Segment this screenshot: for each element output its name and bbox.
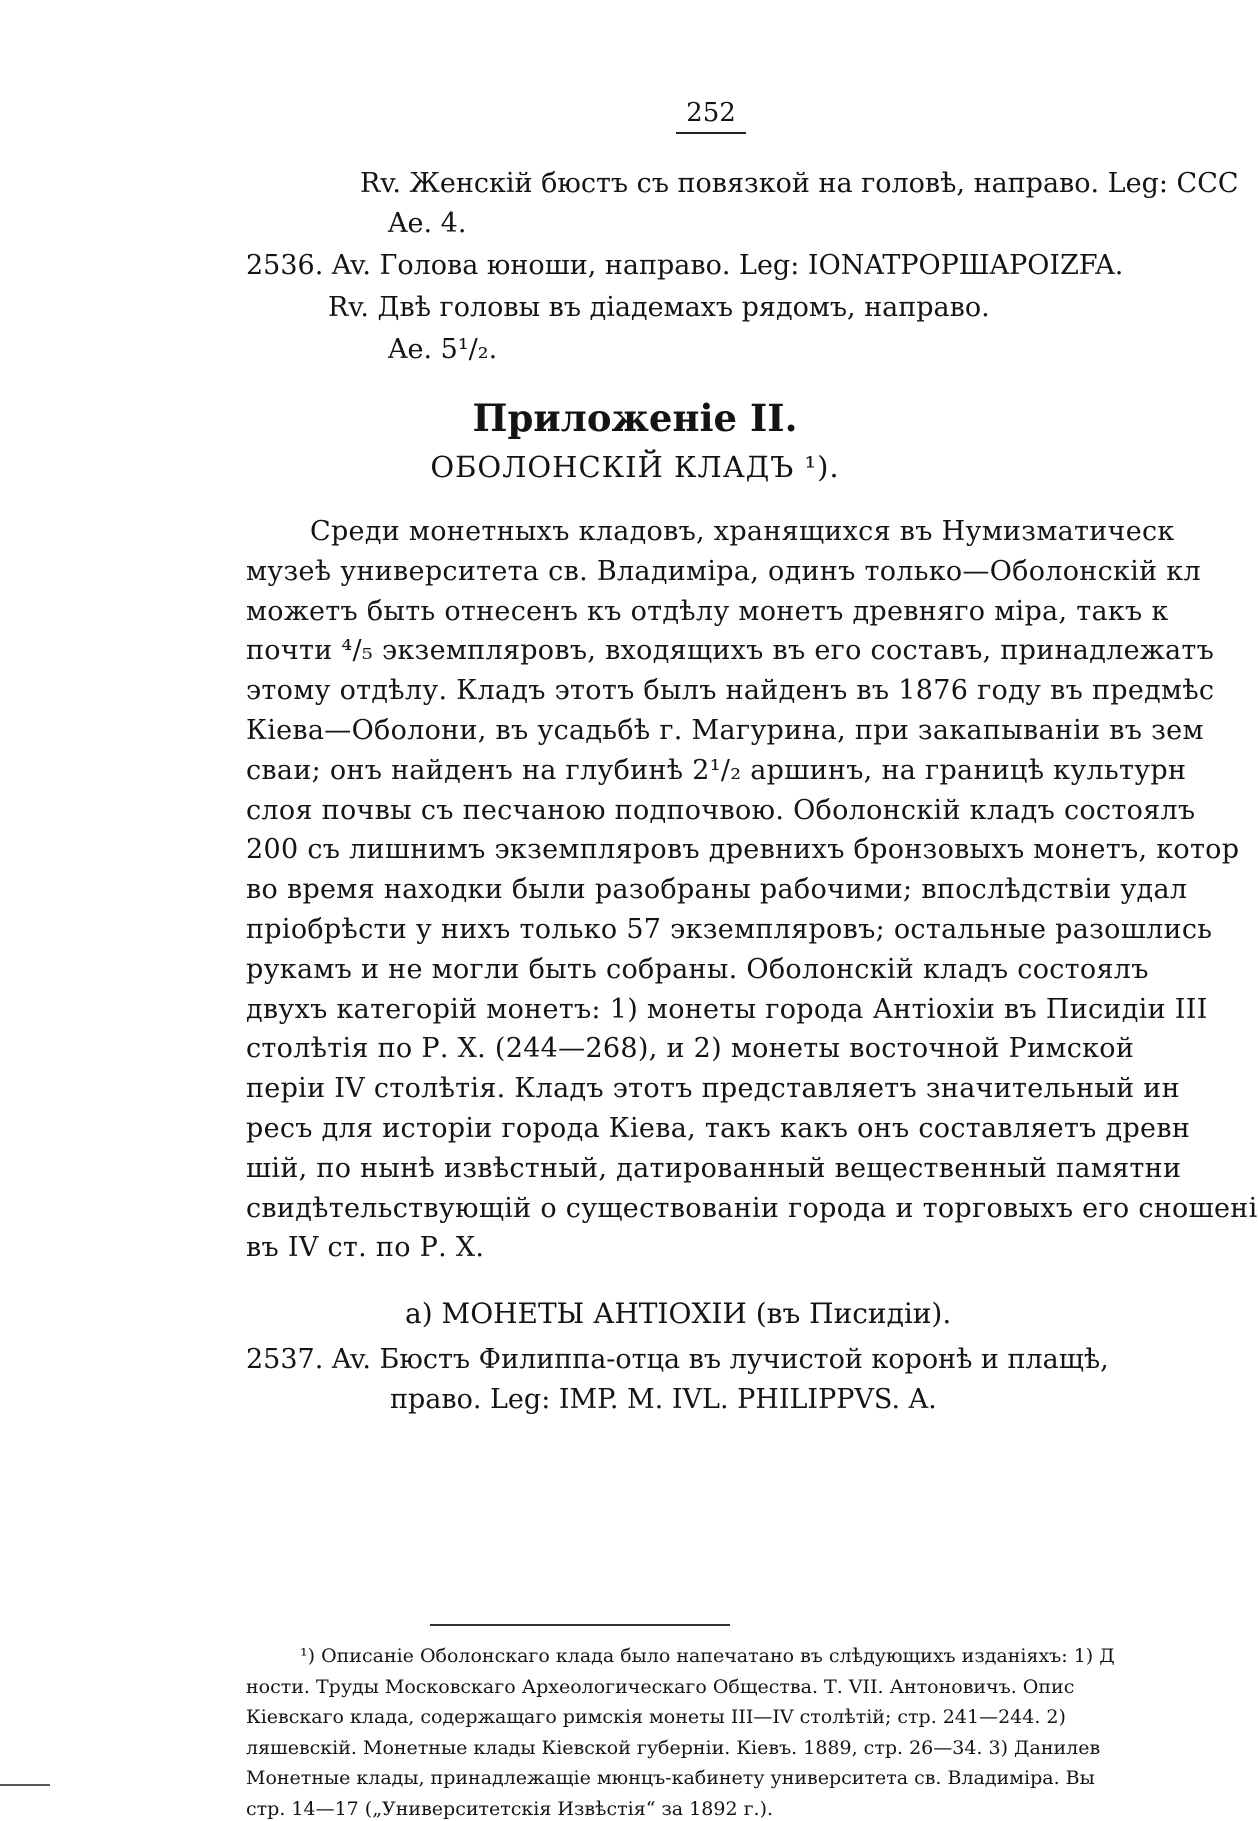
appendix-subtitle: ОБОЛОНСКІЙ КЛАДЪ ¹). <box>430 450 840 484</box>
body-line: этому отдѣлу. Кладъ этотъ былъ найденъ въ 1876 году въ предмѣс <box>246 675 1215 706</box>
body-line: рукамъ и не могли быть собраны. Оболонскій кладъ состоялъ <box>246 954 1149 985</box>
body-line: 200 съ лишнимъ экземпляровъ древнихъ бронзовыхъ монетъ, котор <box>246 834 1240 865</box>
footnote-rule <box>430 1624 730 1626</box>
body-line: столѣтія по Р. Х. (244—268), и 2) монеты восточной Римской <box>246 1033 1135 1064</box>
body-line: Кіева—Оболони, въ усадьбѣ г. Магурина, при закапываніи въ зем <box>246 715 1204 746</box>
body-line: въ IV ст. по Р. Х. <box>246 1232 485 1263</box>
section-heading: a) МОНЕТЫ АНТІОХІИ (въ Писидіи). <box>405 1297 952 1330</box>
coin-entry-line: Ae. 4. <box>388 208 467 239</box>
footnote-line: ности. Труды Московскаго Археологическаго Общества. Т. VII. Антоновичъ. Опис <box>246 1676 1075 1698</box>
coin-entry-2537-line-1: 2537. Av. Бюстъ Филиппа-отца въ лучистой коронѣ и плащѣ, <box>246 1344 1109 1375</box>
footnote-line: стр. 14—17 („Университетскія Извѣстія“ за 1892 г.). <box>246 1798 774 1820</box>
coin-entry-line: Rv. Двѣ головы въ діадемахъ рядомъ, направо. <box>328 292 990 323</box>
body-line: во время находки были разобраны рабочими; впослѣдствіи удал <box>246 874 1188 905</box>
body-line: шій, по нынѣ извѣстный, датированный вещественный памятни <box>246 1153 1182 1184</box>
appendix-title: Приложеніе II. <box>472 396 798 440</box>
body-line: слоя почвы съ песчаною подпочвою. Оболонскій кладъ состоялъ <box>246 795 1196 826</box>
corner-mark <box>0 1784 50 1786</box>
coin-entry-2537-line-2: право. Leg: IMP. M. IVL. PHILIPPVS. A. <box>390 1384 937 1415</box>
page-number: 252 <box>676 98 746 134</box>
coin-entry-line: 2536. Av. Голова юноши, направо. Leg: IONATPOPШAPOIZFA. <box>246 250 1124 281</box>
body-line: сваи; онъ найденъ на глубинѣ 2¹/₂ аршинъ, на границѣ культурн <box>246 755 1187 786</box>
footnote-line: ¹) Описаніе Оболонскаго клада было напечатано въ слѣдующихъ изданіяхъ: 1) Д <box>300 1645 1115 1667</box>
body-line: можетъ быть отнесенъ къ отдѣлу монетъ древняго міра, такъ к <box>246 596 1169 627</box>
footnote-line: Кіевскаго клада, содержащаго римскія монеты III—IV столѣтій; стр. 241—244. 2) <box>246 1706 1066 1728</box>
coin-entry-line: Rv. Женскій бюстъ съ повязкой на головѣ, направо. Leg: CCC <box>360 168 1239 199</box>
body-line: періи IV столѣтія. Кладъ этотъ представляетъ значительный ин <box>246 1073 1180 1104</box>
body-line: двухъ категорій монетъ: 1) монеты города Антіохіи въ Писидіи III <box>246 994 1208 1025</box>
body-line: Среди монетныхъ кладовъ, хранящихся въ Нумизматическ <box>310 516 1175 547</box>
body-line: свидѣтельствующій о существованіи города и торговыхъ его сношені <box>246 1193 1258 1224</box>
body-line: пріобрѣсти у нихъ только 57 экземпляровъ; остальные разошлись <box>246 914 1213 945</box>
footnote-line: Монетные клады, принадлежащіе мюнцъ-кабинету университета св. Владиміра. Вы <box>246 1767 1095 1789</box>
body-line: ресъ для исторіи города Кіева, такъ какъ онъ составляетъ древн <box>246 1113 1191 1144</box>
body-line: музеѣ университета св. Владиміра, одинъ только—Оболонскій кл <box>246 556 1201 587</box>
coin-entry-line: Ae. 5¹/₂. <box>388 334 498 365</box>
body-line: почти ⁴/₅ экземпляровъ, входящихъ въ его составъ, принадлежатъ <box>246 635 1215 666</box>
footnote-line: ляшевскій. Монетные клады Кіевской губерніи. Кіевъ. 1889, стр. 26—34. 3) Данилев <box>246 1737 1101 1759</box>
